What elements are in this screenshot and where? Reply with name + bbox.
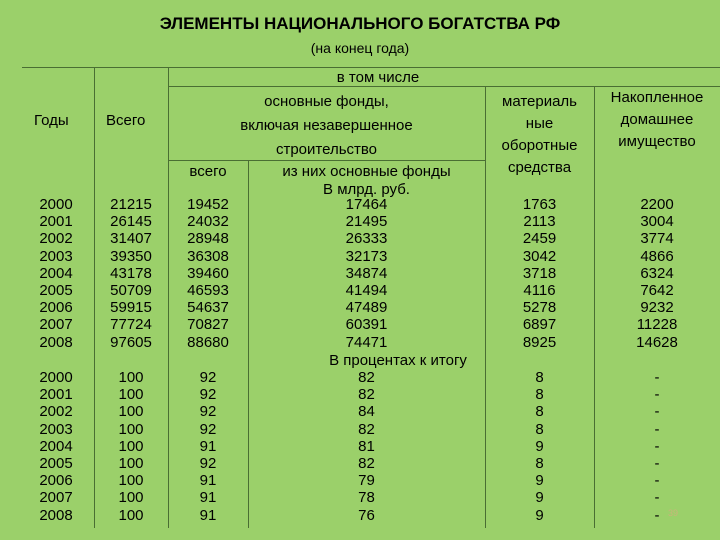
table-cell: 39460 bbox=[187, 264, 229, 282]
table-cell: 4116 bbox=[523, 281, 556, 299]
header-subrule bbox=[168, 86, 720, 87]
header-material: средства bbox=[507, 159, 572, 176]
table-cell: 32173 bbox=[345, 247, 388, 265]
material-column-billions bbox=[485, 196, 594, 351]
table-cell: 26145 bbox=[110, 213, 152, 231]
table-cell: 2002 bbox=[39, 403, 73, 421]
table-cell: 8 bbox=[535, 386, 544, 404]
table-cell: 100 bbox=[118, 369, 144, 386]
table-cell: 4866 bbox=[640, 247, 674, 265]
table-cell: - bbox=[654, 437, 660, 455]
material-column-percent bbox=[485, 369, 594, 524]
table-cell: - bbox=[654, 454, 660, 472]
table-cell: 2113 bbox=[523, 213, 556, 231]
table-cell: 59915 bbox=[110, 299, 152, 317]
header-subrule bbox=[168, 160, 485, 161]
table-cell: 2002 bbox=[39, 230, 73, 248]
table-cell: 24032 bbox=[187, 213, 229, 231]
table-cell: 92 bbox=[199, 454, 217, 472]
table-cell: 100 bbox=[118, 472, 144, 490]
table-cell: 2003 bbox=[39, 420, 73, 438]
table-cell: 2007 bbox=[39, 489, 73, 507]
table-cell: 11228 bbox=[636, 316, 678, 334]
table-top-rule bbox=[22, 67, 720, 68]
table-cell: - bbox=[654, 489, 660, 507]
fa-of-which-column-billions bbox=[248, 196, 485, 351]
table-cell: 92 bbox=[199, 403, 217, 421]
table-cell: 2004 bbox=[39, 264, 73, 282]
table-cell: 9 bbox=[535, 506, 544, 524]
total-column-percent bbox=[94, 369, 168, 524]
table-cell: 7642 bbox=[640, 281, 674, 299]
table-cell: 92 bbox=[199, 420, 217, 438]
table-cell: - bbox=[654, 403, 660, 421]
table-cell: 100 bbox=[118, 437, 144, 455]
table-cell: 91 bbox=[199, 506, 217, 524]
table-cell: 82 bbox=[358, 386, 375, 404]
table-cell: 82 bbox=[358, 454, 375, 472]
table-cell: 3004 bbox=[640, 213, 674, 231]
table-cell: 91 bbox=[199, 489, 217, 507]
table-cell: 2005 bbox=[39, 281, 73, 299]
table-cell: 3042 bbox=[522, 247, 557, 265]
table-cell: 76 bbox=[358, 506, 375, 524]
table-cell: 82 bbox=[358, 369, 375, 386]
table-cell: 60391 bbox=[345, 316, 388, 334]
table-cell: 8 bbox=[535, 369, 544, 386]
table-cell: 54637 bbox=[187, 299, 229, 317]
table-cell: 47489 bbox=[345, 299, 388, 317]
table-cell: 100 bbox=[118, 506, 144, 524]
table-cell: 82 bbox=[358, 420, 375, 438]
table-cell: 84 bbox=[358, 403, 375, 421]
table-cell: 9 bbox=[535, 472, 544, 490]
table-cell: 91 bbox=[199, 472, 217, 490]
table-cell: 77724 bbox=[110, 316, 152, 334]
table-cell: 70827 bbox=[187, 316, 229, 334]
table-cell: 2001 bbox=[39, 213, 73, 231]
table-cell: 14628 bbox=[636, 333, 678, 351]
years-column-billions bbox=[30, 196, 82, 351]
table-cell: 100 bbox=[118, 454, 144, 472]
household-column-billions bbox=[594, 196, 720, 351]
table-cell: 2005 bbox=[39, 454, 73, 472]
table-cell: 2459 bbox=[522, 230, 557, 248]
header-years: Годы bbox=[34, 112, 69, 129]
table-cell: 2008 bbox=[39, 506, 73, 524]
table-cell: - bbox=[654, 472, 660, 490]
page-title: ЭЛЕМЕНТЫ НАЦИОНАЛЬНОГО БОГАТСТВА РФ bbox=[159, 14, 561, 33]
table-cell: 92 bbox=[199, 386, 217, 404]
table-cell: 28948 bbox=[187, 230, 229, 248]
header-including: в том числе bbox=[336, 69, 420, 86]
total-column-billions bbox=[94, 196, 168, 351]
table-cell: 36308 bbox=[187, 247, 229, 265]
header-material: ные bbox=[525, 115, 554, 132]
table-cell: 43178 bbox=[110, 264, 152, 282]
table-cell: 100 bbox=[118, 386, 144, 404]
header-material: материаль bbox=[502, 93, 577, 110]
table-cell: 41494 bbox=[345, 281, 388, 299]
table-cell: 2000 bbox=[39, 369, 73, 386]
table-cell: 6324 bbox=[640, 264, 674, 282]
table-cell: 46593 bbox=[187, 281, 229, 299]
table-cell: 97605 bbox=[110, 333, 152, 351]
header-fixed-assets: основные фонды, bbox=[264, 93, 389, 110]
table-cell: 21215 bbox=[110, 196, 152, 213]
table-cell: 9232 bbox=[640, 299, 674, 317]
table-cell: 2008 bbox=[39, 333, 73, 351]
table-cell: 79 bbox=[358, 472, 375, 490]
table-cell: - bbox=[654, 369, 660, 386]
page-number: 39 bbox=[668, 508, 679, 518]
table-cell: 92 bbox=[199, 369, 217, 386]
header-household: домашнее bbox=[620, 111, 694, 128]
table-cell: 8 bbox=[535, 420, 544, 438]
table-cell: 6897 bbox=[522, 316, 557, 334]
table-cell: 88680 bbox=[187, 333, 229, 351]
table-cell: 1763 bbox=[522, 196, 557, 213]
table-cell: 21495 bbox=[345, 213, 388, 231]
table-cell: 2007 bbox=[39, 316, 73, 334]
household-column-percent bbox=[594, 369, 720, 524]
page-subtitle: (на конец года) bbox=[310, 40, 410, 56]
table-cell: 17464 bbox=[345, 196, 388, 213]
table-cell: 100 bbox=[118, 489, 144, 507]
header-fa-of-which: из них основные фонды bbox=[282, 163, 451, 180]
table-cell: 78 bbox=[358, 489, 375, 507]
table-cell: 3718 bbox=[522, 264, 557, 282]
table-cell: - bbox=[654, 420, 660, 438]
header-household: имущество bbox=[618, 133, 696, 150]
table-cell: 19452 bbox=[187, 196, 229, 213]
table-cell: 2006 bbox=[39, 299, 73, 317]
table-cell: 9 bbox=[535, 489, 544, 507]
table-cell: 8 bbox=[535, 454, 544, 472]
table-cell: 2003 bbox=[39, 247, 73, 265]
years-column-percent bbox=[30, 369, 82, 524]
table-cell: 91 bbox=[199, 437, 217, 455]
header-fixed-assets: строительство bbox=[275, 141, 378, 158]
header-total: Всего bbox=[106, 112, 146, 129]
fa-total-column-billions bbox=[168, 196, 248, 351]
table-cell: 2004 bbox=[39, 437, 73, 455]
section-billions-label: В млрд. руб. bbox=[323, 181, 410, 198]
header-fixed-assets: включая незавершенное bbox=[240, 117, 413, 134]
table-cell: 34874 bbox=[345, 264, 388, 282]
table-cell: 8925 bbox=[522, 333, 557, 351]
section-percent-label: В процентах к итогу bbox=[329, 352, 467, 369]
table-cell: 31407 bbox=[110, 230, 152, 248]
table-cell: 81 bbox=[358, 437, 375, 455]
table-cell: - bbox=[654, 506, 660, 524]
table-cell: 2001 bbox=[39, 386, 73, 404]
table-cell: 100 bbox=[118, 420, 144, 438]
table-cell: - bbox=[654, 386, 660, 404]
table-cell: 3774 bbox=[640, 230, 674, 248]
table-cell: 5278 bbox=[522, 299, 557, 317]
fa-of-which-column-percent bbox=[248, 369, 485, 524]
header-material: оборотные bbox=[501, 137, 578, 154]
table-cell: 100 bbox=[118, 403, 144, 421]
header-fa-total: всего bbox=[189, 163, 227, 180]
table-cell: 8 bbox=[535, 403, 544, 421]
table-cell: 74471 bbox=[345, 333, 388, 351]
table-cell: 26333 bbox=[345, 230, 388, 248]
table-cell: 2200 bbox=[640, 196, 674, 213]
table-cell: 9 bbox=[535, 437, 544, 455]
fa-total-column-percent bbox=[168, 369, 248, 524]
table-cell: 39350 bbox=[110, 247, 152, 265]
table-cell: 50709 bbox=[110, 281, 152, 299]
table-cell: 2006 bbox=[39, 472, 73, 490]
table-cell: 2000 bbox=[39, 196, 73, 213]
header-household: Накопленное bbox=[610, 89, 704, 106]
